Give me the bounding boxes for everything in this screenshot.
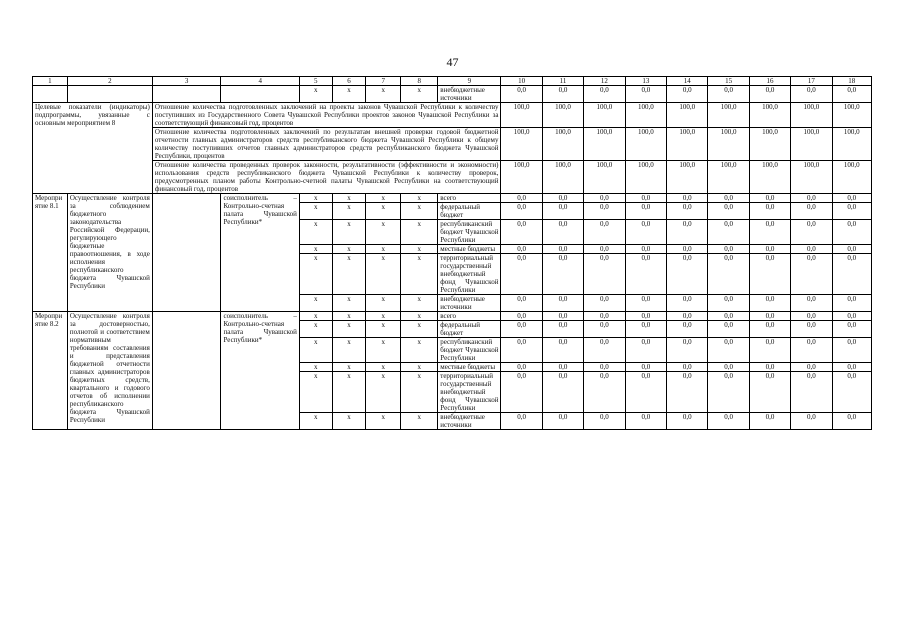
x-cell: x [366,203,401,220]
x-cell: x [332,321,366,338]
value-cell: 100,0 [542,128,583,161]
empty-cell [152,312,221,430]
value-cell: 0,0 [832,203,871,220]
x-cell: x [299,203,332,220]
value-cell: 0,0 [708,312,749,321]
value-cell: 0,0 [749,312,790,321]
value-cell: 0,0 [625,203,666,220]
value-cell: 0,0 [791,372,832,413]
value-cell: 0,0 [625,372,666,413]
value-cell: 0,0 [667,203,708,220]
value-cell: 0,0 [501,413,542,430]
value-cell: 0,0 [708,338,749,363]
value-cell: 0,0 [667,295,708,312]
column-header: 15 [708,77,749,86]
value-cell: 0,0 [708,372,749,413]
value-cell: 0,0 [708,194,749,203]
value-cell: 0,0 [708,203,749,220]
value-cell: 0,0 [791,312,832,321]
column-header: 13 [625,77,666,86]
column-header: 2 [67,77,152,86]
value-cell: 0,0 [832,295,871,312]
source-cell: внебюджетные источники [438,413,501,430]
budget-table [32,76,872,430]
x-cell: x [299,372,332,413]
source-cell: местные бюджеты [438,245,501,254]
value-cell: 0,0 [667,254,708,295]
measure-label: Мероприятие 8.2 [33,312,68,430]
value-cell: 0,0 [501,220,542,245]
value-cell: 0,0 [667,321,708,338]
column-header: 3 [152,77,221,86]
x-cell: x [332,203,366,220]
source-cell: федеральный бюджет [438,203,501,220]
value-cell: 100,0 [501,161,542,194]
value-cell: 0,0 [708,220,749,245]
source-cell: внебюджетные источники [438,86,501,103]
value-cell: 0,0 [542,254,583,295]
source-cell: территориальный государственный внебюджетный фонд Чувашской Республики [438,254,501,295]
value-cell: 0,0 [667,194,708,203]
value-cell: 0,0 [832,413,871,430]
measure-name: Осуществление контроля за достоверностью, полнотой и соответствием нормативным требованиям составления и представления бюджетной отчетности главных администраторов бюджетных средств, квартального и годового отчетов об исполнении республиканского бюджета Чувашской Республики [67,312,152,430]
x-cell: x [401,254,438,295]
value-cell: 0,0 [542,338,583,363]
value-cell: 100,0 [832,128,871,161]
x-cell: x [332,413,366,430]
x-cell: x [366,295,401,312]
value-cell: 0,0 [749,194,790,203]
value-cell: 0,0 [584,295,625,312]
value-cell: 0,0 [667,372,708,413]
value-cell: 0,0 [667,86,708,103]
x-cell: x [332,363,366,372]
value-cell: 0,0 [625,413,666,430]
value-cell: 0,0 [625,86,666,103]
x-cell: x [299,363,332,372]
value-cell: 0,0 [791,220,832,245]
x-cell: x [366,363,401,372]
value-cell: 0,0 [501,312,542,321]
x-cell: x [401,220,438,245]
value-cell: 100,0 [791,103,832,128]
value-cell: 100,0 [832,103,871,128]
value-cell: 100,0 [584,128,625,161]
x-cell: x [299,86,332,103]
column-header: 12 [584,77,625,86]
value-cell: 100,0 [749,161,790,194]
empty-cell [67,86,152,103]
value-cell: 0,0 [501,86,542,103]
value-cell: 0,0 [749,363,790,372]
value-cell: 0,0 [542,194,583,203]
x-cell: x [299,413,332,430]
x-cell: x [366,254,401,295]
value-cell: 100,0 [625,103,666,128]
value-cell: 0,0 [832,254,871,295]
x-cell: x [299,312,332,321]
value-cell: 0,0 [667,338,708,363]
value-cell: 0,0 [625,338,666,363]
x-cell: x [299,338,332,363]
value-cell: 0,0 [832,86,871,103]
value-cell: 0,0 [501,254,542,295]
x-cell: x [401,321,438,338]
value-cell: 100,0 [708,103,749,128]
x-cell: x [299,321,332,338]
column-header: 1 [33,77,68,86]
value-cell: 0,0 [542,86,583,103]
value-cell: 0,0 [625,194,666,203]
column-header: 10 [501,77,542,86]
value-cell: 0,0 [625,295,666,312]
value-cell: 0,0 [749,86,790,103]
column-header: 14 [667,77,708,86]
column-header: 6 [332,77,366,86]
indicator-row [33,128,872,161]
x-cell: x [401,363,438,372]
x-cell: x [401,372,438,413]
column-header: 18 [832,77,871,86]
x-cell: x [299,295,332,312]
value-cell: 100,0 [708,161,749,194]
value-cell: 0,0 [625,254,666,295]
value-cell: 0,0 [832,321,871,338]
column-header: 16 [749,77,790,86]
value-cell: 0,0 [501,363,542,372]
value-cell: 0,0 [542,220,583,245]
x-cell: x [299,194,332,203]
column-header: 5 [299,77,332,86]
value-cell: 0,0 [584,203,625,220]
value-cell: 0,0 [832,372,871,413]
empty-cell [152,86,221,103]
value-cell: 0,0 [542,413,583,430]
value-cell: 0,0 [791,254,832,295]
value-cell: 0,0 [791,245,832,254]
value-cell: 0,0 [584,86,625,103]
measure-executor: соисполнитель – Контрольно-счетная палата Чувашской Республики* [221,312,299,430]
measure-label: Мероприятие 8.1 [33,194,68,312]
source-cell: федеральный бюджет [438,321,501,338]
table-row [33,86,872,103]
x-cell: x [299,220,332,245]
value-cell: 0,0 [542,295,583,312]
x-cell: x [366,86,401,103]
value-cell: 0,0 [501,203,542,220]
indicator-row [33,103,872,128]
value-cell: 0,0 [749,295,790,312]
value-cell: 100,0 [791,128,832,161]
value-cell: 0,0 [584,372,625,413]
value-cell: 0,0 [749,245,790,254]
value-cell: 0,0 [749,338,790,363]
value-cell: 100,0 [791,161,832,194]
value-cell: 0,0 [501,194,542,203]
source-cell: внебюджетные источники [438,295,501,312]
value-cell: 0,0 [501,338,542,363]
x-cell: x [366,194,401,203]
x-cell: x [366,312,401,321]
x-cell: x [332,312,366,321]
empty-cell [152,194,221,312]
value-cell: 0,0 [542,245,583,254]
value-cell: 0,0 [791,194,832,203]
x-cell: x [299,254,332,295]
value-cell: 0,0 [542,372,583,413]
value-cell: 0,0 [542,203,583,220]
value-cell: 0,0 [584,338,625,363]
value-cell: 0,0 [542,312,583,321]
column-header: 11 [542,77,583,86]
value-cell: 0,0 [667,245,708,254]
empty-cell [33,86,68,103]
indicator-text: Отношение количества проведенных проверок законности, результативности (эффективности и экономности) использования средств республиканского бюджета Чувашской Республики к количеству проверок, предусмотренных планом работы Контрольно-счетной палаты Чувашской Республики на соответствующий финансовый год, процентов [152,161,501,194]
column-header: 17 [791,77,832,86]
x-cell: x [401,312,438,321]
value-cell: 0,0 [791,203,832,220]
x-cell: x [401,413,438,430]
value-cell: 0,0 [708,413,749,430]
value-cell: 0,0 [667,220,708,245]
x-cell: x [401,86,438,103]
column-header: 4 [221,77,299,86]
value-cell: 0,0 [791,338,832,363]
value-cell: 100,0 [667,103,708,128]
value-cell: 0,0 [542,321,583,338]
source-cell: местные бюджеты [438,363,501,372]
value-cell: 0,0 [832,245,871,254]
value-cell: 0,0 [708,245,749,254]
x-cell: x [401,295,438,312]
value-cell: 100,0 [667,161,708,194]
source-cell: всего [438,194,501,203]
value-cell: 100,0 [542,103,583,128]
measure-executor: соисполнитель – Контрольно-счетная палата Чувашской Республики* [221,194,299,312]
value-cell: 0,0 [667,413,708,430]
measure-row [33,312,872,321]
value-cell: 0,0 [584,254,625,295]
value-cell: 0,0 [542,363,583,372]
source-cell: республиканский бюджет Чувашской Республики [438,338,501,363]
value-cell: 0,0 [708,254,749,295]
value-cell: 0,0 [625,312,666,321]
value-cell: 100,0 [749,103,790,128]
x-cell: x [401,245,438,254]
value-cell: 0,0 [791,321,832,338]
value-cell: 0,0 [625,363,666,372]
x-cell: x [332,86,366,103]
value-cell: 100,0 [584,103,625,128]
value-cell: 100,0 [501,128,542,161]
x-cell: x [366,338,401,363]
value-cell: 0,0 [791,363,832,372]
value-cell: 0,0 [584,312,625,321]
x-cell: x [366,372,401,413]
header-row [33,77,872,86]
source-cell: всего [438,312,501,321]
value-cell: 0,0 [832,194,871,203]
value-cell: 100,0 [708,128,749,161]
value-cell: 100,0 [584,161,625,194]
x-cell: x [332,245,366,254]
value-cell: 0,0 [584,194,625,203]
x-cell: x [332,254,366,295]
value-cell: 0,0 [749,220,790,245]
column-header: 8 [401,77,438,86]
value-cell: 0,0 [749,413,790,430]
x-cell: x [401,203,438,220]
x-cell: x [332,194,366,203]
value-cell: 100,0 [625,128,666,161]
x-cell: x [332,338,366,363]
value-cell: 0,0 [584,413,625,430]
value-cell: 0,0 [791,295,832,312]
column-header: 9 [438,77,501,86]
value-cell: 0,0 [708,86,749,103]
value-cell: 0,0 [791,86,832,103]
source-cell: республиканский бюджет Чувашской Республики [438,220,501,245]
value-cell: 0,0 [708,295,749,312]
x-cell: x [366,245,401,254]
value-cell: 0,0 [832,220,871,245]
value-cell: 100,0 [749,128,790,161]
value-cell: 0,0 [708,363,749,372]
value-cell: 0,0 [749,203,790,220]
page-number: 47 [446,55,459,69]
value-cell: 0,0 [667,363,708,372]
value-cell: 100,0 [501,103,542,128]
value-cell: 0,0 [749,254,790,295]
value-cell: 0,0 [501,321,542,338]
value-cell: 0,0 [625,220,666,245]
value-cell: 0,0 [791,413,832,430]
value-cell: 0,0 [832,312,871,321]
value-cell: 0,0 [501,245,542,254]
value-cell: 0,0 [501,372,542,413]
x-cell: x [366,220,401,245]
x-cell: x [401,194,438,203]
indicator-text: Отношение количества подготовленных заключений на проекты законов Чувашской Республики к количеству поступивших из Государственного Совета Чувашской Республики проектов законов Чувашской Республики за соответствующий финансовый год, процентов [152,103,501,128]
x-cell: x [401,338,438,363]
x-cell: x [332,372,366,413]
x-cell: x [332,295,366,312]
value-cell: 0,0 [832,363,871,372]
indicator-label: Целевые показатели (индикаторы) подпрограммы, увязанные с основным мероприятием 8 [33,103,153,194]
value-cell: 100,0 [832,161,871,194]
value-cell: 0,0 [625,245,666,254]
value-cell: 0,0 [584,220,625,245]
measure-name: Осуществление контроля за соблюдением бюджетного законодательства Российской Федерации, регулирующего бюджетные правоотношения, в ходе исполнения республиканского бюджета Чувашской Республики [67,194,152,312]
value-cell: 100,0 [542,161,583,194]
column-header: 7 [366,77,401,86]
value-cell: 0,0 [584,321,625,338]
x-cell: x [299,245,332,254]
value-cell: 100,0 [667,128,708,161]
value-cell: 0,0 [584,245,625,254]
value-cell: 0,0 [749,372,790,413]
empty-cell [221,86,299,103]
value-cell: 0,0 [708,321,749,338]
source-cell: территориальный государственный внебюджетный фонд Чувашской Республики [438,372,501,413]
value-cell: 0,0 [667,312,708,321]
x-cell: x [332,220,366,245]
value-cell: 0,0 [832,338,871,363]
x-cell: x [366,413,401,430]
measure-row [33,194,872,203]
indicator-text: Отношение количества подготовленных заключений по результатам внешней проверки годовой бюджетной отчетности главных администраторов средств республиканского бюджета Чувашской Республики к общему количеству поступивших отчетов главных администраторов средств республиканского бюджета Чувашской Республики, процентов [152,128,501,161]
indicator-row [33,161,872,194]
value-cell: 0,0 [584,363,625,372]
value-cell: 0,0 [625,321,666,338]
value-cell: 0,0 [749,321,790,338]
value-cell: 0,0 [501,295,542,312]
value-cell: 100,0 [625,161,666,194]
x-cell: x [366,321,401,338]
